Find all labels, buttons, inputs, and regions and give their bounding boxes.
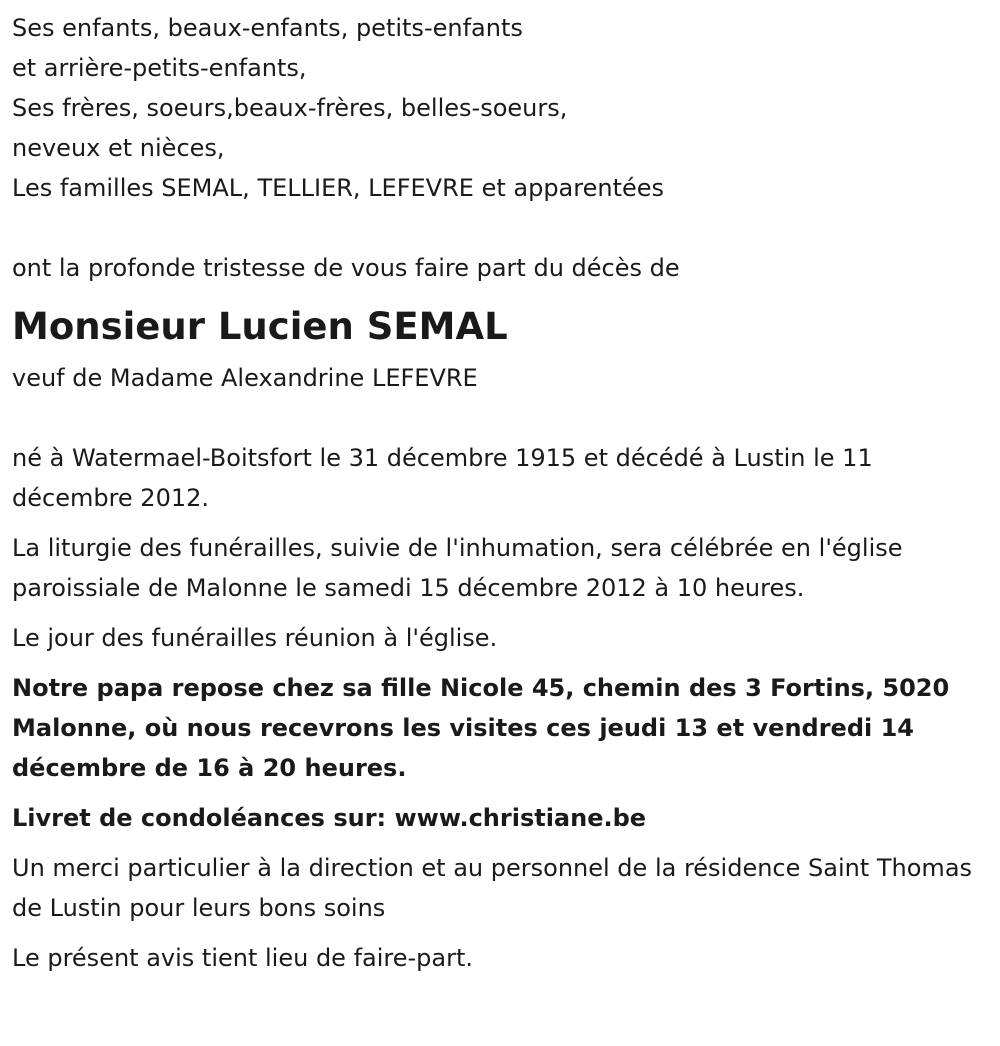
deceased-name: Monsieur Lucien SEMAL (12, 305, 508, 348)
family-line-children: Ses enfants, beaux-enfants, petits-enfants (12, 14, 523, 42)
family-line-great-grandchildren: et arrière-petits-enfants, (12, 54, 307, 82)
spacer (12, 208, 988, 248)
spacer (12, 398, 988, 438)
family-line-siblings: Ses frères, soeurs,beaux-frères, belles-soeurs, (12, 94, 568, 122)
family-line-families: Les familles SEMAL, TELLIER, LEFEVRE et apparentées (12, 174, 665, 202)
widow-of-text: veuf de Madame Alexandrine LEFEVRE (12, 364, 478, 392)
meeting-text: Le jour des funérailles réunion à l'église. (12, 624, 498, 652)
liturgy-text: La liturgie des funérailles, suivie de l'inhumation, sera célébrée en l'église paroissiale de Malonne le samedi 15 décembre 2012 à 10 heures. (12, 534, 903, 602)
birth-death-text: né à Watermael-Boitsfort le 31 décembre 1915 et décédé à Lustin le 11 décembre 2012. (12, 444, 873, 512)
thanks-text: Un merci particulier à la direction et au personnel de la résidence Saint Thomas de Lustin pour leurs bons soins (12, 854, 973, 922)
family-line-nephews: neveux et nièces, (12, 134, 225, 162)
announcement-text: ont la profonde tristesse de vous faire part du décès de (12, 254, 680, 282)
notice-text: Le présent avis tient lieu de faire-part. (12, 944, 474, 972)
family-list (12, 8, 988, 208)
condolences-text: Livret de condoléances sur: www.christiane.be (12, 804, 647, 832)
visits-text: Notre papa repose chez sa fille Nicole 45, chemin des 3 Fortins, 5020 Malonne, où nous recevrons les visites ces jeudi 13 et vendredi 14 décembre de 16 à 20 heures. (12, 674, 950, 782)
